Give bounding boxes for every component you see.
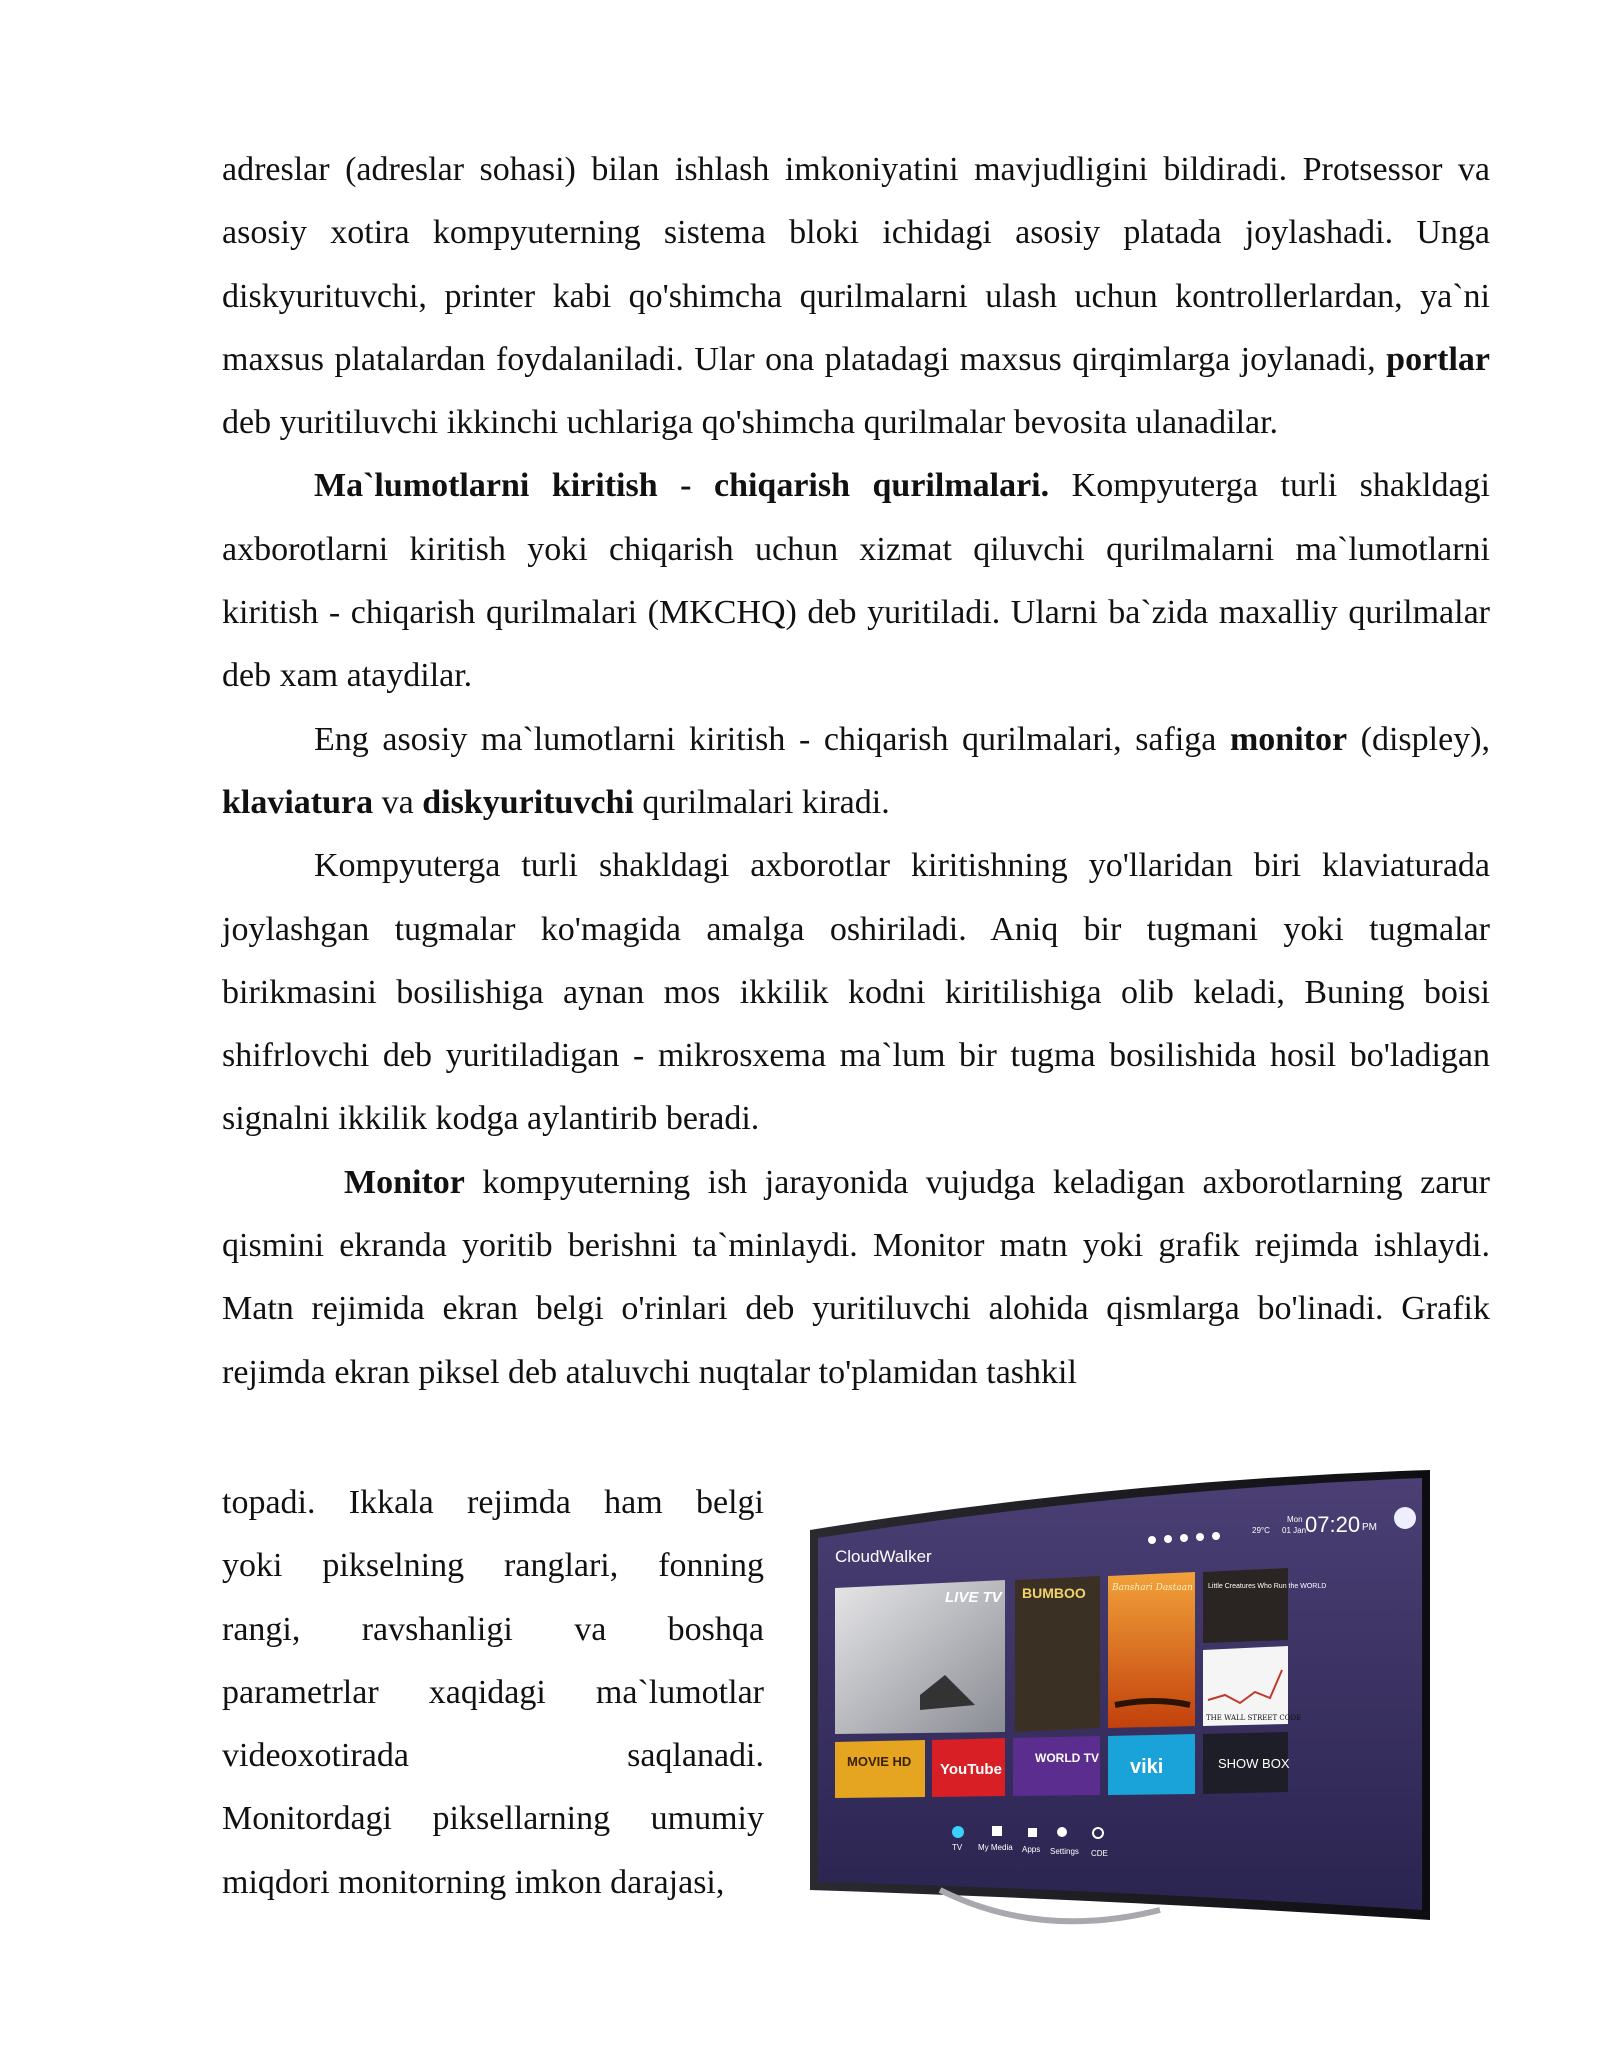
tv-ampm: PM bbox=[1362, 1522, 1377, 1533]
tv-temp: 29°C bbox=[1252, 1526, 1270, 1535]
tv-date: 01 Jan bbox=[1282, 1526, 1307, 1535]
paragraph-3-text-3: va bbox=[381, 783, 414, 821]
paragraph-2 bbox=[222, 454, 1490, 707]
wrapped-line: yoki pikselning ranglari, fonning bbox=[222, 1547, 764, 1585]
svg-text:SHOW BOX: SHOW BOX bbox=[1218, 1756, 1290, 1771]
wrapped-line: miqdori monitorning imkon darajasi, bbox=[222, 1863, 725, 1901]
curved-tv-image bbox=[800, 1470, 1440, 1950]
term-monitor-2: Monitor bbox=[344, 1163, 465, 1201]
paragraph-4: Kompyuterga turli shakldagi axborotlar kiritishning yo'llaridan biri klaviaturada joylashgan tugmalar ko'magida amalga oshiriladi. Aniq bir tugmani yoki tugmalar birikmasini bosilishiga aynan mos ikkilik kodni kiritilishiga olib keladi, Buning boisi shifrlovchi deb yuritiladigan - mikrosxema ma`lum bir tugma bosilishida hosil bo'ladigan signalni ikkilik kodga aylantirib beradi. bbox=[222, 847, 1490, 1138]
paragraph-5 bbox=[222, 1151, 1490, 1404]
tile-show-box bbox=[1203, 1732, 1290, 1794]
svg-text:My Media: My Media bbox=[978, 1843, 1013, 1852]
paragraph-1 bbox=[222, 138, 1490, 454]
term-monitor: monitor bbox=[1229, 720, 1348, 758]
svg-text:WORLD TV: WORLD TV bbox=[1035, 1751, 1099, 1765]
svg-text:Banshari Dastaan: Banshari Dastaan bbox=[1112, 1583, 1193, 1593]
svg-text:Little Creatures Who Run the W: Little Creatures Who Run the WORLD bbox=[1208, 1583, 1327, 1590]
svg-text:viki: viki bbox=[1130, 1756, 1164, 1778]
tv-time: 07:20 bbox=[1305, 1512, 1361, 1537]
svg-text:BUMBOO: BUMBOO bbox=[1022, 1585, 1086, 1601]
tile-movie-hd bbox=[835, 1740, 925, 1798]
svg-text:MOVIE HD: MOVIE HD bbox=[847, 1754, 912, 1769]
nav-settings-icon bbox=[1057, 1827, 1067, 1837]
wrapped-line: topadi. Ikkala rejimda ham belgi bbox=[222, 1484, 764, 1521]
svg-text:TV: TV bbox=[952, 1843, 963, 1852]
user-avatar-icon bbox=[1394, 1507, 1416, 1529]
svg-text:YouTube: YouTube bbox=[940, 1761, 1002, 1778]
tile-live-tv bbox=[835, 1580, 1005, 1734]
paragraph-2-text: Kompyuterga turli shakldagi axborotlarni kiritish yoki chiqarish uchun xizmat qiluvchi qurilmalarni ma`lumotlarni kiritish - chiqarish qurilmalari (MKCHQ) deb yuritiladi. Ularni ba`zida maxalliy qurilmalar deb xam ataydilar. bbox=[222, 467, 1490, 695]
tile-viki bbox=[1108, 1734, 1195, 1795]
svg-text:Settings: Settings bbox=[1050, 1847, 1079, 1856]
paragraph-3-text-2: (displey), bbox=[1360, 720, 1491, 758]
term-diskyurituvchi: diskyurituvchi bbox=[422, 783, 634, 821]
tile-youtube bbox=[932, 1738, 1005, 1797]
nav-apps-icon bbox=[1028, 1828, 1037, 1837]
paragraph-3-text-4: qurilmalari kiradi. bbox=[642, 783, 890, 821]
nav-tv-icon bbox=[952, 1826, 964, 1838]
tile-bumboo bbox=[1015, 1576, 1100, 1732]
wrapped-line: parametrlar xaqidagi ma`lumotlar bbox=[222, 1673, 764, 1711]
tv-brand: CloudWalker bbox=[835, 1547, 932, 1566]
term-portlar: portlar bbox=[1386, 340, 1491, 378]
svg-text:LIVE TV: LIVE TV bbox=[945, 1589, 1002, 1606]
svg-text:CDE: CDE bbox=[1091, 1849, 1108, 1858]
tile-banshari-dastaan bbox=[1108, 1572, 1195, 1728]
paragraph-5-text: kompyuterning ish jarayonida vujudga keladigan axborotlarning zarur qismini ekranda yoritib berishni ta`minlaydi. Monitor matn yoki grafik rejimda ishlaydi. Matn rejimida ekran belgi o'rinlari deb yuritiluvchi alohida qismlarga bo'linadi. Grafik rejimda ekran piksel deb ataluvchi nuqtalar to'plamidan tashkil bbox=[222, 1163, 1490, 1391]
wrapped-line: rangi, ravshanligi va boshqa bbox=[222, 1610, 764, 1648]
wrapped-line: Monitordagi piksellarning umumiy bbox=[222, 1800, 764, 1838]
paragraph-3 bbox=[222, 708, 1490, 835]
paragraph-3-text: Eng asosiy ma`lumotlarni kiritish - chiqarish qurilmalari, safiga bbox=[314, 720, 1217, 758]
wrapped-text bbox=[222, 1471, 764, 1914]
section-heading: Ma`lumotlarni kiritish - chiqarish qurilmalari. bbox=[314, 467, 1050, 505]
tv-date-day: Mon bbox=[1287, 1515, 1303, 1524]
tile-world-tv bbox=[1013, 1736, 1100, 1796]
paragraph-1-text: adreslar (adreslar sohasi) bilan ishlash imkoniyatini mavjudligini bildiradi. Protsessor va asosiy xotira kompyuterning sistema bloki ichidagi asosiy platada joylashadi. Unga diskyurituvchi, printer kabi qo'shimcha qurilmalarni ulash uchun kontrollerlardan, ya`ni maxsus platalardan foydalaniladi. Ular ona platadagi maxsus qirqimlarga joylanadi, bbox=[222, 151, 1490, 378]
svg-text:THE WALL STREET CODE: THE WALL STREET CODE bbox=[1206, 1714, 1302, 1722]
svg-text:Apps: Apps bbox=[1022, 1845, 1041, 1854]
term-klaviatura: klaviatura bbox=[222, 783, 374, 821]
wrapped-line: videoxotirada saqlanadi. bbox=[222, 1737, 764, 1775]
paragraph-1-tail: deb yuritiluvchi ikkinchi uchlariga qo'shimcha qurilmalar bevosita ulanadilar. bbox=[222, 404, 1279, 442]
nav-media-icon bbox=[992, 1826, 1002, 1836]
tile-wall-street-code bbox=[1203, 1646, 1301, 1726]
body-text bbox=[222, 138, 1490, 1404]
